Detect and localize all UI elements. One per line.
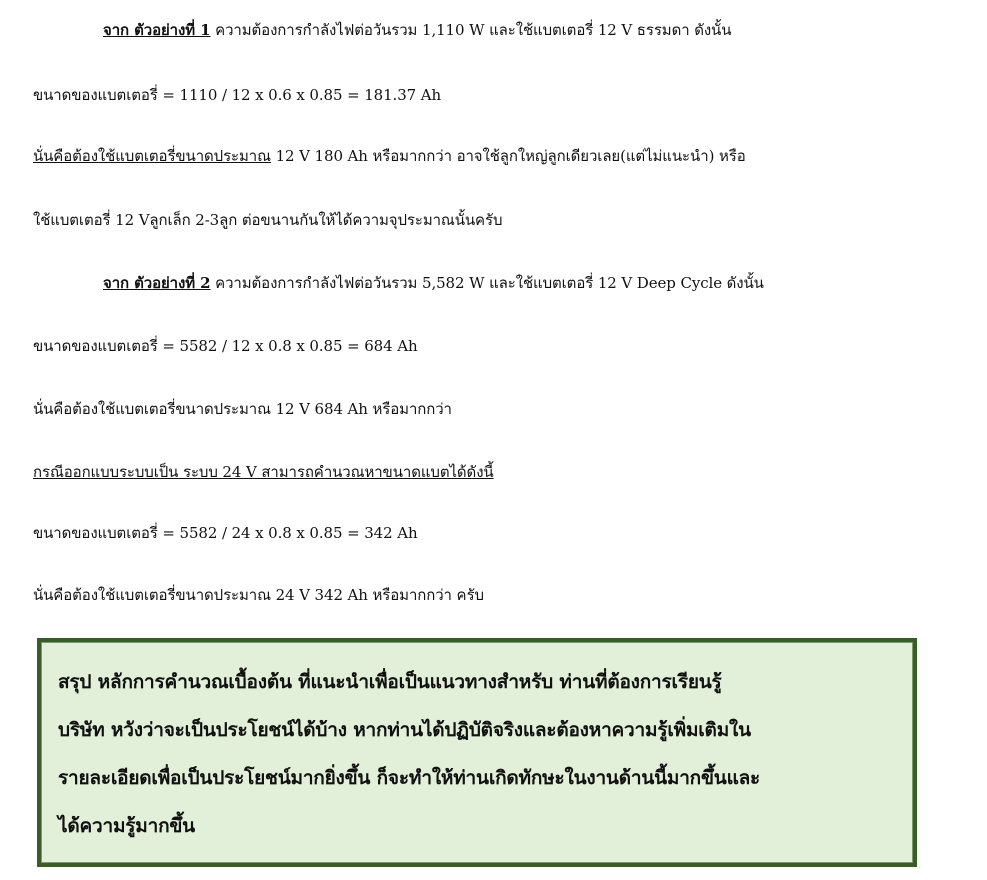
summary-box xyxy=(37,638,917,867)
example1-heading: จาก ตัวอย่างที่ 1 xyxy=(103,21,211,39)
example2-result-24v: นั่นคือต้องใช้แบตเตอรี่ขนาดประมาณ 24 V 342 Ah หรือมากกว่า ครับ xyxy=(33,586,484,604)
summary-line: บริษัท หวังว่าจะเป็นประโยชน์ได้บ้าง หากท่านได้ปฏิบัติจริงและต้องหาความรู้เพิ่มเติมใน xyxy=(58,719,751,741)
example2-formula-24v: ขนาดของแบตเตอรี่ = 5582 / 24 x 0.8 x 0.85 = 342 Ah xyxy=(33,524,418,542)
example2-formula-12v: ขนาดของแบตเตอรี่ = 5582 / 12 x 0.8 x 0.85 = 684 Ah xyxy=(33,337,418,355)
example1-formula: ขนาดของแบตเตอรี่ = 1110 / 12 x 0.6 x 0.85 = 181.37 Ah xyxy=(33,86,442,104)
example2-intro-line xyxy=(103,272,764,294)
example2-intro-text: ความต้องการกำลังไฟต่อวันรวม 5,582 W และใช้แบตเตอรี่ 12 V Deep Cycle ดังนั้น xyxy=(210,274,764,292)
example1-result-underlined: นั่นคือต้องใช้แบตเตอรี่ขนาดประมาณ xyxy=(33,147,271,165)
example1-intro-text: ความต้องการกำลังไฟต่อวันรวม 1,110 W และใช้แบตเตอรี่ 12 V ธรรมดา ดังนั้น xyxy=(210,21,732,39)
example1-result-line xyxy=(33,145,746,167)
example1-intro-line xyxy=(103,19,731,41)
example2-heading: จาก ตัวอย่างที่ 2 xyxy=(103,274,211,292)
summary-line: สรุป หลักการคำนวณเบื้องต้น ที่แนะนำเพื่อเป็นแนวทางสำหรับ ท่านที่ต้องการเรียนรู้ xyxy=(58,671,722,693)
example2-result-12v: นั่นคือต้องใช้แบตเตอรี่ขนาดประมาณ 12 V 684 Ah หรือมากกว่า xyxy=(33,400,452,418)
summary-line: ได้ความรู้มากขึ้น xyxy=(58,815,195,837)
example1-result-continued: ใช้แบตเตอรี่ 12 Vลูกเล็ก 2-3ลูก ต่อขนานกันให้ได้ความจุประมาณนั้นครับ xyxy=(33,211,503,229)
example2-case-24v-heading: กรณีออกแบบระบบเป็น ระบบ 24 V สามารถคำนวณหาขนาดแบตได้ดังนี้ xyxy=(33,463,494,481)
example1-result-rest: 12 V 180 Ah หรือมากกว่า อาจใช้ลูกใหญ่ลูกเดียวเลย(แต่ไม่แนะนำ) หรือ xyxy=(270,147,746,165)
summary-line: รายละเอียดเพื่อเป็นประโยชน์มากยิ่งขึ้น ก็จะทำให้ท่านเกิดทักษะในงานด้านนี้มากขึ้นและ xyxy=(58,767,761,789)
